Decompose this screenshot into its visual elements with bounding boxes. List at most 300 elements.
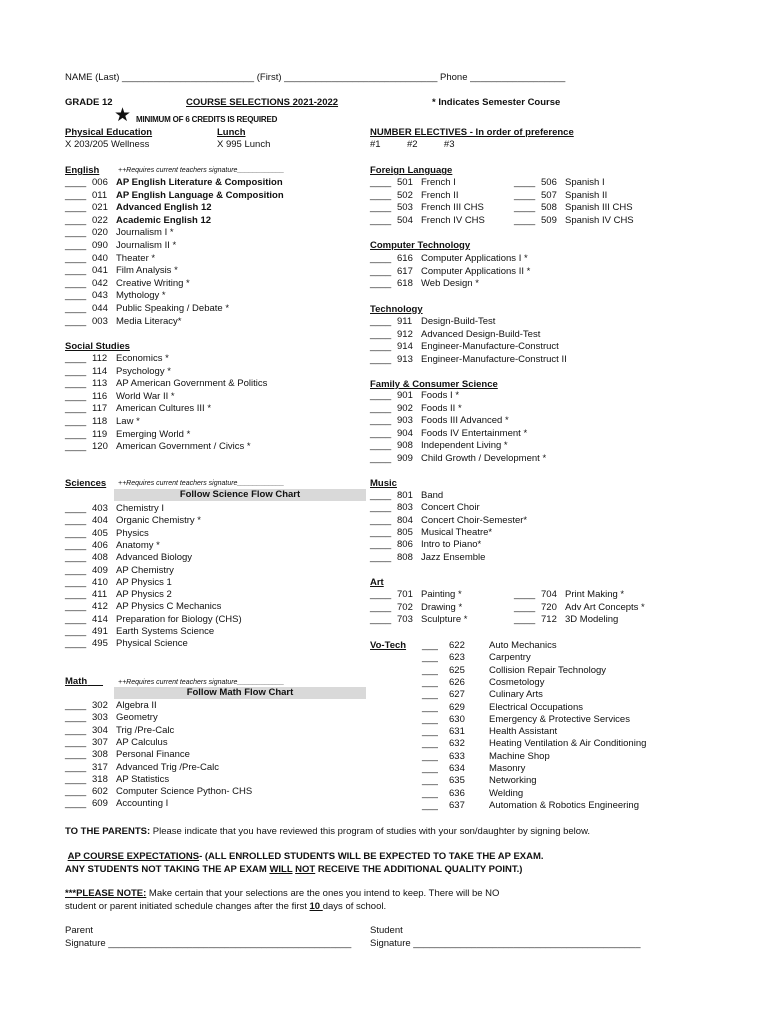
course-number: 617 [397, 265, 413, 277]
course-number: 622 [449, 640, 465, 651]
selection-blank[interactable]: ____ [65, 700, 87, 711]
course-number: 318 [92, 773, 108, 785]
selection-blank[interactable]: ____ [65, 265, 87, 277]
course-row[interactable] [370, 614, 467, 626]
course-name: Advanced Design-Build-Test [421, 328, 541, 340]
selection-blank[interactable]: ____ [65, 601, 87, 613]
course-name: Emergency & Protective Services [489, 713, 630, 725]
course-name: Masonry [489, 763, 526, 774]
course-number: 412 [92, 601, 108, 613]
course-row[interactable] [65, 215, 211, 227]
course-row[interactable] [65, 515, 201, 527]
course-row[interactable] [65, 240, 176, 252]
course-name: Earth Systems Science [116, 626, 215, 637]
math-heading: Math [65, 676, 88, 687]
selection-blank[interactable]: ____ [65, 527, 87, 539]
course-row[interactable] [65, 366, 171, 378]
course-row[interactable] [65, 786, 252, 798]
course-row[interactable] [370, 329, 540, 341]
course-row[interactable] [422, 800, 639, 812]
selection-blank[interactable]: ____ [65, 290, 87, 302]
course-row[interactable] [65, 762, 219, 774]
selection-blank[interactable]: ____ [65, 515, 87, 527]
course-row[interactable] [422, 726, 557, 738]
selection-blank[interactable]: ___ [422, 738, 438, 750]
course-row[interactable] [65, 227, 174, 239]
course-number: 118 [92, 416, 108, 427]
course-name: Web Design * [421, 278, 479, 290]
sciences-signature-req: ++Requires current teachers signature____________ [118, 480, 285, 487]
selection-blank[interactable]: ____ [370, 316, 392, 327]
course-name: Drawing * [421, 601, 463, 613]
course-row[interactable] [370, 266, 530, 278]
selection-blank[interactable]: ____ [514, 214, 536, 226]
selection-blank[interactable]: ____ [65, 539, 87, 551]
course-name: Chemistry I [116, 503, 165, 514]
course-name: Musical Theatre* [421, 526, 493, 538]
course-row[interactable] [370, 428, 527, 440]
votech-heading: Vo-Tech [370, 640, 407, 651]
course-row[interactable] [370, 527, 492, 539]
parent-signature-line[interactable]: Signature ______________________________________________ [65, 938, 352, 949]
course-name: Jazz Ensemble [421, 551, 486, 563]
selection-blank[interactable]: ____ [65, 749, 87, 761]
selection-blank[interactable]: ____ [65, 428, 87, 440]
course-row[interactable] [370, 602, 462, 614]
course-row[interactable] [514, 602, 645, 614]
course-number: 632 [449, 738, 465, 750]
course-name: Concert Choir-Semester* [421, 514, 528, 526]
course-number: 112 [92, 353, 108, 364]
selection-blank[interactable]: ____ [65, 303, 87, 314]
course-number: 602 [92, 786, 108, 798]
selection-blank[interactable]: ____ [65, 724, 87, 736]
selection-blank[interactable]: ____ [65, 189, 87, 201]
course-row[interactable] [370, 515, 527, 527]
course-name: AP Statistics [116, 773, 170, 785]
course-row[interactable] [65, 290, 166, 302]
course-name: Physics [116, 527, 149, 539]
course-row[interactable] [370, 341, 559, 353]
selection-blank[interactable]: ____ [370, 341, 392, 353]
course-number: 041 [92, 265, 108, 277]
selection-blank[interactable]: ___ [422, 664, 438, 676]
course-name: Spanish I [565, 177, 605, 188]
technology-heading: Technology [370, 304, 423, 315]
selection-blank[interactable]: ___ [422, 726, 438, 738]
course-row[interactable] [65, 190, 284, 202]
course-row[interactable] [422, 788, 523, 800]
course-number: 805 [397, 526, 413, 538]
math-flow-banner: Follow Math Flow Chart [114, 687, 366, 699]
course-name: Child Growth / Development * [421, 453, 547, 464]
ap-expectations-line2: ANY STUDENTS NOT TAKING THE AP EXAM WILL NOT RECEIVE THE ADDITIONAL QUALITY POINT.) [65, 864, 523, 875]
course-row[interactable] [422, 714, 630, 726]
selection-blank[interactable]: ____ [514, 601, 536, 613]
course-row[interactable] [514, 614, 618, 626]
course-row[interactable] [370, 502, 480, 514]
course-row[interactable] [65, 774, 169, 786]
course-name: Law * [116, 416, 140, 427]
course-name: Media Literacy* [116, 315, 182, 327]
course-row[interactable] [370, 215, 485, 227]
course-number: 043 [92, 290, 108, 302]
course-name: Automation & Robotics Engineering [489, 799, 639, 811]
course-row[interactable] [370, 403, 462, 415]
course-row[interactable] [370, 539, 481, 551]
course-name: Trig /Pre-Calc [116, 724, 175, 736]
course-number: 403 [92, 503, 108, 514]
course-name: Film Analysis * [116, 265, 178, 277]
course-name: Economics * [116, 353, 169, 364]
selection-blank[interactable]: ___ [422, 652, 438, 664]
course-number: 042 [92, 277, 108, 289]
course-row[interactable] [65, 712, 158, 724]
course-name: AP American Government & Politics [116, 378, 268, 390]
selection-blank[interactable]: ____ [65, 353, 87, 364]
course-number: 630 [449, 713, 465, 725]
course-name: Spanish IV CHS [565, 214, 634, 226]
selection-blank[interactable]: ____ [65, 227, 87, 239]
course-number: 491 [92, 626, 108, 637]
selection-blank[interactable]: ____ [370, 589, 392, 600]
selection-blank[interactable]: ____ [370, 427, 392, 439]
course-number: 317 [92, 761, 108, 773]
course-row[interactable] [370, 253, 528, 265]
course-name: Algebra II [116, 700, 157, 711]
course-name: Cosmetology [489, 676, 545, 688]
course-row[interactable] [422, 738, 646, 750]
selection-blank[interactable]: ___ [422, 640, 438, 651]
course-row[interactable] [422, 702, 583, 714]
course-number: 629 [449, 701, 465, 713]
course-row[interactable] [422, 665, 606, 677]
selection-blank[interactable]: ____ [370, 353, 392, 365]
course-number: 911 [397, 316, 413, 327]
course-number: 114 [92, 365, 108, 377]
selection-blank[interactable]: ____ [65, 365, 87, 377]
course-number: 022 [92, 214, 108, 226]
course-name: Computer Applications II * [421, 265, 531, 277]
course-row[interactable] [65, 725, 174, 737]
pe-heading: Physical Education [65, 127, 153, 138]
course-name: Personal Finance [116, 749, 190, 761]
ap-expectations-line1: AP COURSE EXPECTATIONS- (ALL ENROLLED STUDENTS WILL BE EXPECTED TO TAKE THE AP EXAM. [67, 851, 544, 862]
selection-blank[interactable]: ____ [65, 214, 87, 226]
course-name: AP Calculus [116, 736, 168, 748]
selection-blank[interactable]: ____ [65, 378, 87, 390]
course-row[interactable] [422, 652, 531, 664]
selection-blank[interactable]: ____ [370, 265, 392, 277]
course-row[interactable] [65, 614, 242, 626]
selection-blank[interactable]: ____ [65, 786, 87, 798]
selection-blank[interactable]: ___ [422, 763, 438, 774]
course-number: 636 [449, 787, 465, 799]
selection-blank[interactable]: ___ [422, 787, 438, 799]
selection-blank[interactable]: ____ [370, 253, 392, 264]
course-row[interactable] [370, 589, 462, 601]
course-row[interactable] [65, 316, 181, 328]
course-row[interactable] [514, 589, 624, 601]
selection-blank[interactable]: ____ [65, 552, 87, 564]
course-name: Carpentry [489, 652, 531, 664]
course-name: Journalism II * [116, 240, 177, 251]
course-name: Painting * [421, 589, 462, 600]
course-row[interactable] [65, 391, 175, 403]
student-signature-line[interactable]: Signature ___________________________________________ [370, 938, 641, 949]
selection-blank[interactable]: ___ [422, 689, 438, 701]
selection-blank[interactable]: ____ [65, 503, 87, 514]
selection-blank[interactable]: ____ [65, 277, 87, 289]
course-name: American Government / Civics * [116, 441, 251, 453]
course-number: 635 [449, 775, 465, 787]
selection-blank[interactable]: ____ [65, 441, 87, 453]
foreign-heading: Foreign Language [370, 165, 453, 176]
course-row[interactable] [65, 265, 178, 277]
art-heading: Art [370, 577, 384, 588]
course-name: Intro to Piano* [421, 539, 482, 551]
selection-blank[interactable]: ____ [65, 240, 87, 251]
fcs-heading: Family & Consumer Science [370, 379, 498, 390]
course-number: 625 [449, 664, 465, 676]
course-row[interactable] [65, 353, 169, 365]
course-number: 904 [397, 427, 413, 439]
selection-blank[interactable]: ____ [370, 390, 392, 401]
course-number: 618 [397, 278, 413, 290]
course-name: Foods IV Entertainment * [421, 427, 528, 439]
selection-blank[interactable]: ____ [65, 403, 87, 415]
course-number: 003 [92, 315, 108, 327]
course-number: 501 [397, 177, 413, 188]
selection-blank[interactable]: ____ [370, 514, 392, 526]
course-row[interactable] [65, 565, 174, 577]
course-row[interactable] [65, 540, 160, 552]
selection-blank[interactable]: ____ [370, 214, 392, 226]
course-row[interactable] [370, 177, 456, 189]
course-row[interactable] [65, 626, 214, 638]
course-row[interactable] [370, 354, 567, 366]
selection-blank[interactable]: ___ [422, 799, 438, 811]
course-row[interactable] [65, 798, 168, 810]
course-number: 804 [397, 514, 413, 526]
course-name: Collision Repair Technology [489, 664, 607, 676]
course-row[interactable] [370, 490, 443, 502]
course-row[interactable] [65, 177, 283, 189]
course-number: 903 [397, 415, 413, 427]
course-name: Auto Mechanics [489, 640, 557, 651]
course-name: Academic English 12 [116, 214, 212, 226]
course-number: 116 [92, 390, 108, 402]
please-note-line1: ***PLEASE NOTE: Make certain that your selections are the ones you intend to keep. There will be NO [65, 888, 500, 899]
course-name: Mythology * [116, 290, 166, 302]
parents-note: TO THE PARENTS: Please indicate that you have reviewed this program of studies with your son/daughter by signing below. [65, 826, 591, 837]
course-row[interactable] [65, 577, 172, 589]
selection-blank[interactable]: ____ [65, 589, 87, 601]
course-row[interactable] [422, 689, 543, 701]
course-name: Foods III Advanced * [421, 415, 509, 427]
course-number: 631 [449, 726, 465, 738]
selection-blank[interactable]: ___ [422, 775, 438, 787]
selection-blank[interactable]: ____ [370, 490, 392, 501]
selection-blank[interactable]: ___ [422, 713, 438, 725]
course-number: 908 [397, 440, 413, 452]
course-name: Foods II * [421, 402, 462, 414]
selection-blank[interactable]: ____ [370, 453, 392, 464]
page-title: COURSE SELECTIONS 2021-2022 [186, 97, 339, 108]
course-row[interactable] [422, 763, 525, 775]
course-name: Theater * [116, 252, 156, 264]
selection-blank[interactable]: ____ [65, 736, 87, 748]
course-name: Journalism I * [116, 227, 174, 239]
course-name: Culinary Arts [489, 689, 543, 701]
course-row[interactable] [65, 253, 155, 265]
selection-blank[interactable]: ___ [422, 750, 438, 762]
course-row[interactable] [65, 378, 267, 390]
course-name: Emerging World * [116, 428, 191, 440]
course-name: Independent Living * [421, 440, 508, 452]
course-row[interactable] [65, 737, 168, 749]
course-name: Physical Science [116, 638, 188, 650]
selection-blank[interactable]: ____ [65, 712, 87, 724]
selection-blank[interactable]: ____ [370, 415, 392, 427]
course-row[interactable] [514, 215, 634, 227]
course-row[interactable] [65, 416, 140, 428]
course-number: 502 [397, 189, 413, 201]
selection-blank[interactable]: ___ [422, 676, 438, 688]
course-row[interactable] [370, 190, 459, 202]
course-row[interactable] [422, 640, 557, 652]
course-name: Anatomy * [116, 539, 160, 551]
course-row[interactable] [65, 303, 229, 315]
course-row[interactable] [65, 202, 212, 214]
course-number: 495 [92, 638, 108, 650]
selection-blank[interactable]: ____ [65, 315, 87, 327]
course-row[interactable] [65, 749, 190, 761]
course-number: 704 [541, 589, 557, 600]
course-name: Engineer-Manufacture-Construct II [421, 353, 567, 365]
course-row[interactable] [65, 278, 190, 290]
course-row[interactable] [370, 440, 508, 452]
selection-blank[interactable]: ____ [65, 613, 87, 625]
course-row[interactable] [65, 552, 192, 564]
course-number: 507 [541, 189, 557, 201]
course-row[interactable] [65, 441, 251, 453]
selection-blank[interactable]: ____ [370, 177, 392, 188]
course-row[interactable] [65, 429, 190, 441]
selection-blank[interactable]: ____ [514, 189, 536, 201]
selection-blank[interactable]: ____ [65, 416, 87, 427]
math-signature-req: ++Requires current teachers signature____________ [118, 679, 285, 686]
selection-blank[interactable]: ____ [370, 402, 392, 414]
course-row[interactable] [370, 278, 479, 290]
comptech-heading: Computer Technology [370, 240, 471, 251]
selection-blank[interactable]: ____ [514, 202, 536, 214]
course-name: Networking [489, 775, 537, 787]
selection-blank[interactable]: ____ [65, 798, 87, 810]
selection-blank[interactable]: ____ [370, 440, 392, 452]
course-row[interactable] [65, 528, 149, 540]
lunch-item: X 995 Lunch [217, 139, 271, 150]
selection-blank[interactable]: ____ [514, 177, 536, 188]
selection-blank[interactable]: ____ [65, 626, 87, 637]
selection-blank[interactable]: ____ [65, 202, 87, 214]
course-row[interactable] [65, 403, 211, 415]
selection-blank[interactable]: ____ [370, 551, 392, 563]
course-row[interactable] [370, 415, 509, 427]
course-row[interactable] [65, 700, 157, 712]
course-row[interactable] [370, 202, 484, 214]
course-number: 901 [397, 390, 413, 401]
course-number: 626 [449, 676, 465, 688]
course-row[interactable] [514, 202, 633, 214]
course-number: 021 [92, 202, 108, 214]
selection-blank[interactable]: ____ [65, 564, 87, 576]
course-number: 117 [92, 403, 108, 415]
course-number: 803 [397, 502, 413, 514]
course-name: Advanced English 12 [116, 202, 212, 214]
selection-blank[interactable]: ____ [370, 614, 392, 626]
selection-blank[interactable]: ____ [514, 589, 536, 600]
course-row[interactable] [65, 589, 172, 601]
selection-blank[interactable]: ____ [370, 539, 392, 551]
course-row[interactable] [514, 177, 605, 189]
selection-blank[interactable]: ____ [65, 177, 87, 188]
selection-blank[interactable]: ____ [370, 328, 392, 340]
selection-blank[interactable]: ___ [422, 701, 438, 713]
course-name: Health Assistant [489, 726, 558, 738]
course-row[interactable] [514, 190, 607, 202]
selection-blank[interactable]: ____ [65, 252, 87, 264]
selection-blank[interactable]: ____ [65, 576, 87, 588]
course-name: Adv Art Concepts * [565, 601, 645, 613]
course-row[interactable] [65, 601, 221, 613]
course-row[interactable] [370, 316, 495, 328]
course-name: Foods I * [421, 390, 460, 401]
selection-blank[interactable]: ____ [370, 502, 392, 514]
course-name: Advanced Biology [116, 552, 193, 564]
course-row[interactable] [370, 453, 546, 465]
selection-blank[interactable]: ____ [65, 638, 87, 650]
course-name: AP Chemistry [116, 564, 174, 576]
selection-blank[interactable]: ____ [370, 202, 392, 214]
english-signature-req: ++Requires current teachers signature____________ [118, 167, 285, 174]
course-name: Psychology * [116, 365, 171, 377]
course-number: 006 [92, 177, 108, 188]
selection-blank[interactable]: ____ [65, 390, 87, 402]
selection-blank[interactable]: ____ [370, 278, 392, 290]
course-row[interactable] [422, 775, 537, 787]
course-number: 414 [92, 613, 108, 625]
selection-blank[interactable]: ____ [65, 761, 87, 773]
course-row[interactable] [422, 677, 544, 689]
english-heading: English [65, 165, 100, 176]
course-row[interactable] [422, 751, 550, 763]
course-number: 808 [397, 551, 413, 563]
selection-blank[interactable]: ____ [370, 189, 392, 201]
selection-blank[interactable]: ____ [370, 601, 392, 613]
course-row[interactable] [370, 390, 459, 402]
course-row[interactable] [65, 503, 164, 515]
course-number: 509 [541, 214, 557, 226]
grade-label: GRADE 12 [65, 97, 113, 108]
course-row[interactable] [65, 638, 188, 650]
selection-blank[interactable]: ____ [65, 773, 87, 785]
selection-blank[interactable]: ____ [514, 614, 536, 626]
course-row[interactable] [370, 552, 485, 564]
selection-blank[interactable]: ____ [370, 526, 392, 538]
course-number: 011 [92, 189, 108, 201]
course-number: 404 [92, 515, 108, 527]
